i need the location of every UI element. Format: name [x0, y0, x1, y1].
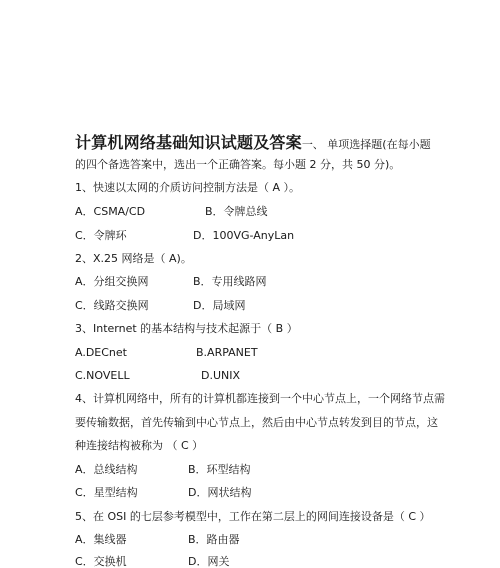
question-1-option-c: C．令牌环: [75, 229, 127, 242]
question-4-stem-line-3: 种连接结构被称为 （ C ）: [75, 439, 204, 452]
question-3-stem: 3、Internet 的基本结构与技术起源于（ B ）: [75, 322, 298, 335]
title-bold: 计算机网络基础知识试题及答案: [75, 133, 302, 152]
question-5-option-a: A．集线器: [75, 533, 127, 546]
question-5-option-b: B．路由器: [188, 533, 240, 546]
question-2-option-c: C．线路交换网: [75, 299, 149, 312]
question-4-option-c: C．星型结构: [75, 486, 138, 499]
question-3-option-d: D.UNIX: [201, 369, 241, 382]
question-2-option-d: D．局域网: [193, 299, 246, 312]
section-heading: 一、 单项选择题(在每小题: [301, 138, 431, 151]
question-3-option-a: A.DECnet: [75, 346, 127, 359]
question-3-option-b: B.ARPANET: [196, 346, 258, 359]
question-1-stem: 1、快速以太网的介质访问控制方法是（ A ）。: [75, 181, 301, 194]
question-3-option-c: C.NOVELL: [75, 369, 130, 382]
question-4-option-d: D．网状结构: [188, 486, 252, 499]
question-4-option-b: B．环型结构: [188, 463, 251, 476]
question-1-option-d: D．100VG-AnyLan: [193, 229, 295, 242]
question-4-option-a: A．总线结构: [75, 463, 138, 476]
question-1-option-b: B．令牌总线: [205, 205, 268, 218]
question-4-stem-line-2: 要传输数据，首先传输到中心节点上，然后由中心节点转发到目的节点，这: [75, 416, 438, 429]
question-5-option-d: D．网关: [188, 555, 230, 568]
question-5-option-c: C．交换机: [75, 555, 127, 568]
document-title: [75, 133, 431, 152]
question-2-option-b: B．专用线路网: [193, 275, 267, 288]
question-2-stem: 2、X.25 网络是（ A)。: [75, 252, 192, 265]
question-2-option-a: A．分组交换网: [75, 275, 149, 288]
question-4-stem-line-1: 4、计算机网络中，所有的计算机都连接到一个中心节点上，一个网络节点需: [75, 392, 445, 405]
instructions: 的四个备选答案中，选出一个正确答案。每小题 2 分，共 50 分)。: [75, 158, 401, 171]
question-5-stem: 5、在 OSI 的七层参考模型中，工作在第二层上的网间连接设备是（ C ）: [75, 510, 431, 523]
question-1-option-a: A．CSMA/CD: [75, 205, 146, 218]
